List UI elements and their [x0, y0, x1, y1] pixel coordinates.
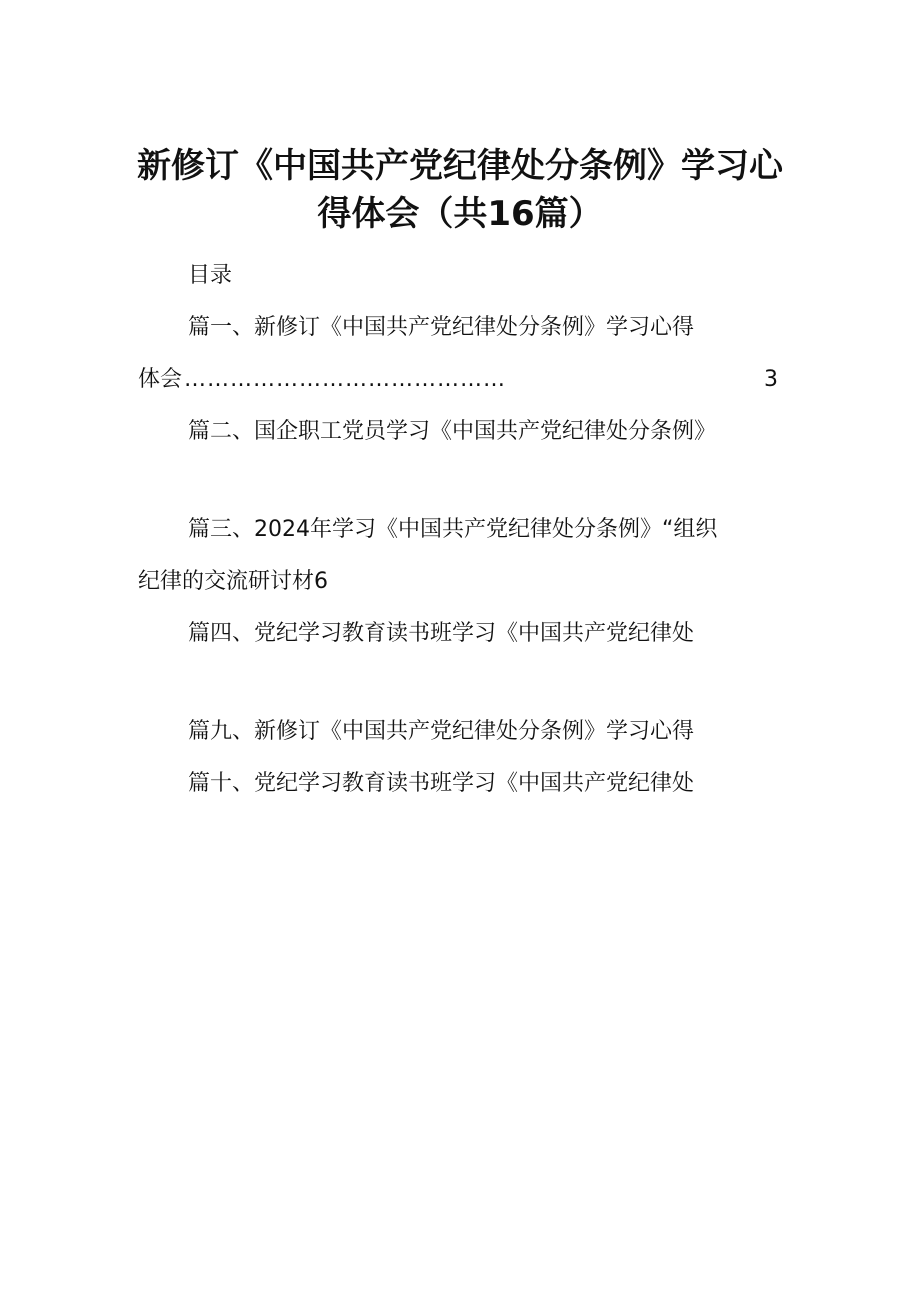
- toc-entry-1-line-2: 体会: [138, 367, 183, 392]
- document-title-line-2: 得体会（共16篇）: [317, 194, 603, 234]
- toc-entry-3-line-1: 篇三、2024年学习《中国共产党纪律处分条例》“组织: [188, 517, 718, 542]
- toc-entry-4-line-1: 篇四、党纪学习教育读书班学习《中国共产党纪律处: [188, 621, 695, 646]
- toc-entry-2-line-1: 篇二、国企职工党员学习《中国共产党纪律处分条例》: [188, 419, 717, 444]
- document-title-line-1: 新修订《中国共产党纪律处分条例》学习心: [137, 146, 783, 186]
- toc-entry-1-page: 3: [764, 367, 778, 392]
- toc-leader-dots: ……………………………………: [184, 367, 506, 392]
- toc-entry-10-line-1: 篇十、党纪学习教育读书班学习《中国共产党纪律处: [188, 771, 695, 796]
- toc-heading: 目录: [188, 263, 233, 288]
- toc-entry-9-line-1: 篇九、新修订《中国共产党纪律处分条例》学习心得: [188, 719, 695, 744]
- toc-entry-3-line-2: 纪律的交流研讨材6: [138, 569, 328, 594]
- toc-entry-1-line-1: 篇一、新修订《中国共产党纪律处分条例》学习心得: [188, 315, 695, 340]
